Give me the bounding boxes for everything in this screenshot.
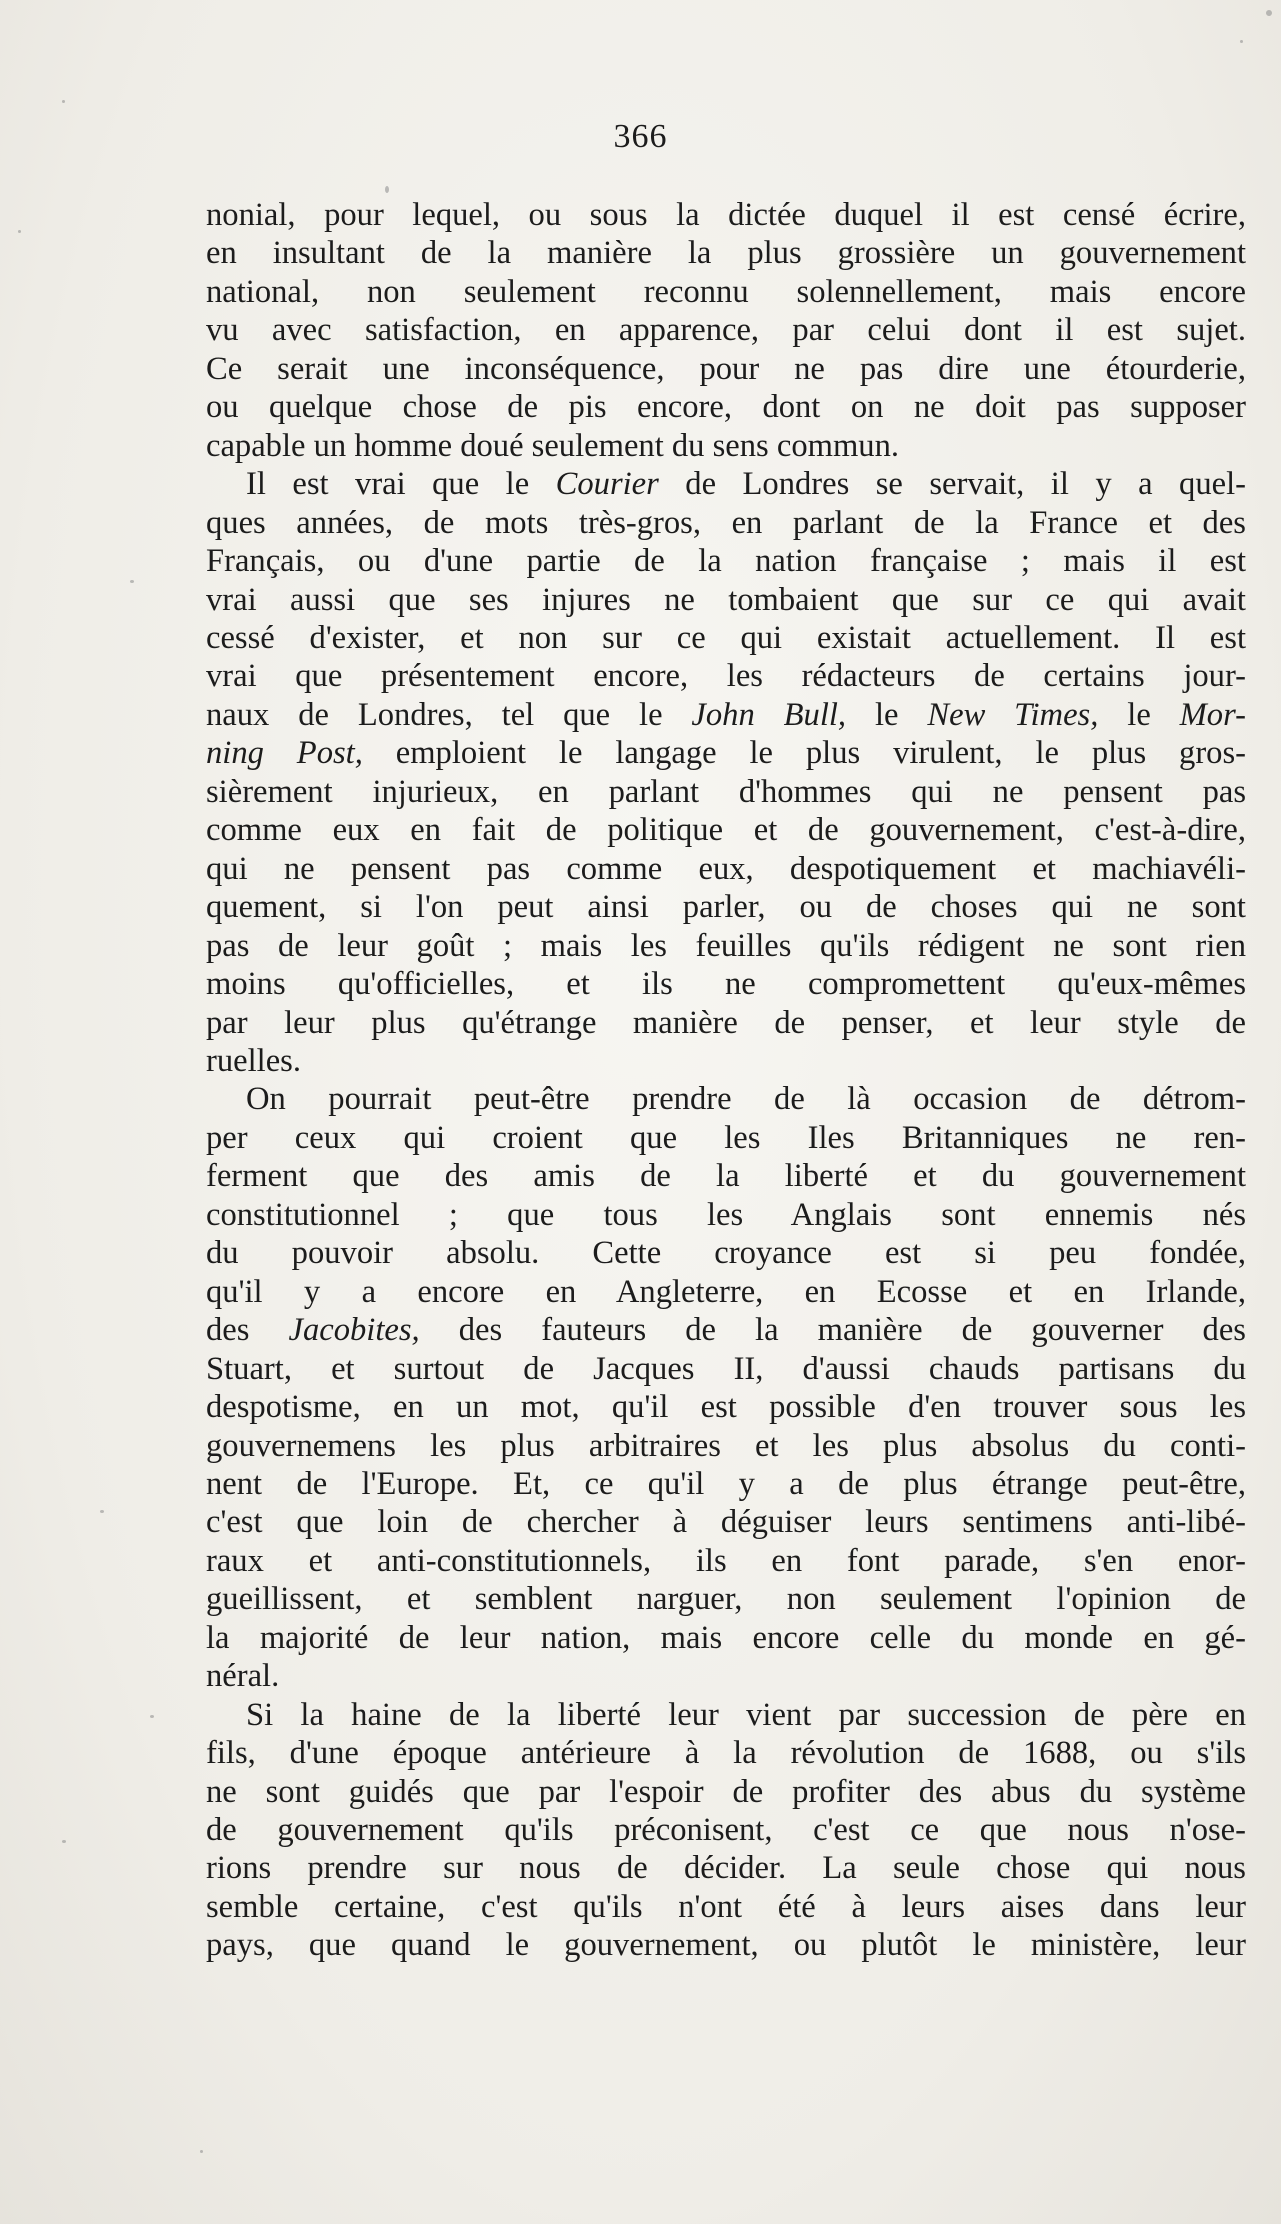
ink-speck <box>150 1715 154 1718</box>
text-line: gouvernemens les plus arbitraires et les plus absolus du conti- <box>206 1427 1246 1464</box>
paragraph <box>206 465 1246 1080</box>
paragraph <box>206 196 1246 465</box>
text-line: ferment que des amis de la liberté et du gouvernement <box>206 1158 1246 1195</box>
text-line: rions prendre sur nous de décider. La seule chose qui nous <box>206 1850 1246 1887</box>
text-line: vu avec satisfaction, en apparence, par celui dont il est sujet. <box>206 312 1246 349</box>
text-line: ques années, de mots très-gros, en parlant de la France et des <box>206 504 1246 541</box>
text-line: Ce serait une inconséquence, pour ne pas dire une étourderie, <box>206 350 1246 387</box>
text-line: raux et anti-constitutionnels, ils en font parade, s'en enor- <box>206 1542 1246 1579</box>
text-line: sièrement injurieux, en parlant d'hommes qui ne pensent pas <box>206 773 1246 810</box>
ink-speck <box>200 2150 203 2153</box>
paragraph <box>206 1696 1246 1965</box>
text-line: c'est que loin de chercher à déguiser leurs sentimens anti-libé- <box>206 1504 1246 1541</box>
text-line: constitutionnel ; que tous les Anglais sont ennemis nés <box>206 1196 1246 1233</box>
text-line: la majorité de leur nation, mais encore celle du monde en gé- <box>206 1619 1246 1656</box>
text-line: qui ne pensent pas comme eux, despotiquement et machiavéli- <box>206 850 1246 887</box>
text-line: quement, si l'on peut ainsi parler, ou de choses qui ne sont <box>206 889 1246 926</box>
italic-title: Mor- <box>1179 696 1246 733</box>
paragraph <box>206 1080 1246 1695</box>
text-line: nonial, pour lequel, ou sous la dictée duquel il est censé écrire, <box>206 197 1246 233</box>
text-line: nent de l'Europe. Et, ce qu'il y a de plus étrange peut-être, <box>206 1465 1246 1502</box>
text-line: despotisme, en un mot, qu'il est possible d'en trouver sous les <box>206 1389 1246 1426</box>
text-line: gueillissent, et semblent narguer, non seulement l'opinion de <box>206 1581 1246 1618</box>
ink-speck <box>385 186 389 193</box>
text-line: des Jacobites, des fauteurs de la manière de gouverner des <box>206 1312 1246 1349</box>
text-line: ning Post, emploient le langage le plus virulent, le plus gros- <box>206 735 1246 772</box>
ink-speck <box>62 1840 66 1843</box>
text-line: ou quelque chose de pis encore, dont on ne doit pas supposer <box>206 389 1246 426</box>
italic-title: New Times, <box>927 696 1099 733</box>
ink-speck <box>1266 10 1272 16</box>
ink-speck <box>1240 40 1243 43</box>
page-number: 366 <box>613 118 668 155</box>
ink-speck <box>130 580 134 583</box>
ink-speck <box>62 100 65 103</box>
text-line: cessé d'exister, et non sur ce qui existait actuellement. Il est <box>206 619 1246 656</box>
text-line: du pouvoir absolu. Cette croyance est si peu fondée, <box>206 1235 1246 1272</box>
text-line: néral. <box>206 1658 280 1695</box>
text-line: fils, d'une époque antérieure à la révolution de 1688, ou s'ils <box>206 1735 1246 1772</box>
text-line: Stuart, et surtout de Jacques II, d'aussi chauds partisans du <box>206 1350 1246 1387</box>
text-line: Il est vrai que le Courier de Londres se servait, il y a quel- <box>246 466 1246 503</box>
body-text <box>206 196 1246 1965</box>
text-line: de gouvernement qu'ils préconisent, c'est ce que nous n'ose- <box>206 1812 1246 1849</box>
ink-speck <box>18 230 21 233</box>
italic-title: Jacobites, <box>288 1312 420 1349</box>
text-line: capable un homme doué seulement du sens commun. <box>206 427 900 464</box>
text-line: moins qu'officielles, et ils ne compromettent qu'eux-mêmes <box>206 966 1246 1003</box>
italic-title: John Bull, <box>691 696 847 733</box>
text-line: ruelles. <box>206 1042 301 1079</box>
text-line: qu'il y a encore en Angleterre, en Ecosse et en Irlande, <box>206 1273 1246 1310</box>
text-line: naux de Londres, tel que le John Bull, le New Times, le Mor- <box>206 696 1246 733</box>
text-line: ne sont guidés que par l'espoir de profiter des abus du système <box>206 1773 1246 1810</box>
text-line: pas de leur goût ; mais les feuilles qu'ils rédigent ne sont rien <box>206 927 1246 964</box>
italic-title: ning Post, <box>206 735 363 772</box>
text-line: per ceux qui croient que les Iles Britanniques ne ren- <box>206 1119 1246 1156</box>
text-line: vrai aussi que ses injures ne tombaient que sur ce qui avait <box>206 581 1246 618</box>
text-line: vrai que présentement encore, les rédacteurs de certains jour- <box>206 658 1246 695</box>
text-line: par leur plus qu'étrange manière de penser, et leur style de <box>206 1004 1246 1041</box>
text-line: Français, ou d'une partie de la nation française ; mais il est <box>206 543 1246 580</box>
italic-title: Courier <box>555 466 659 503</box>
text-line: Si la haine de la liberté leur vient par succession de père en <box>246 1696 1246 1733</box>
text-line: semble certaine, c'est qu'ils n'ont été à leurs aises dans leur <box>206 1888 1246 1925</box>
text-line: national, non seulement reconnu solennellement, mais encore <box>206 273 1246 310</box>
ink-speck <box>100 1510 104 1513</box>
text-line: comme eux en fait de politique et de gouvernement, c'est-à-dire, <box>206 812 1246 849</box>
text-line: On pourrait peut-être prendre de là occasion de détrom- <box>246 1081 1246 1118</box>
text-line: en insultant de la manière la plus grossière un gouvernement <box>206 235 1246 272</box>
text-line: pays, que quand le gouvernement, ou plutôt le ministère, leur <box>206 1927 1246 1964</box>
